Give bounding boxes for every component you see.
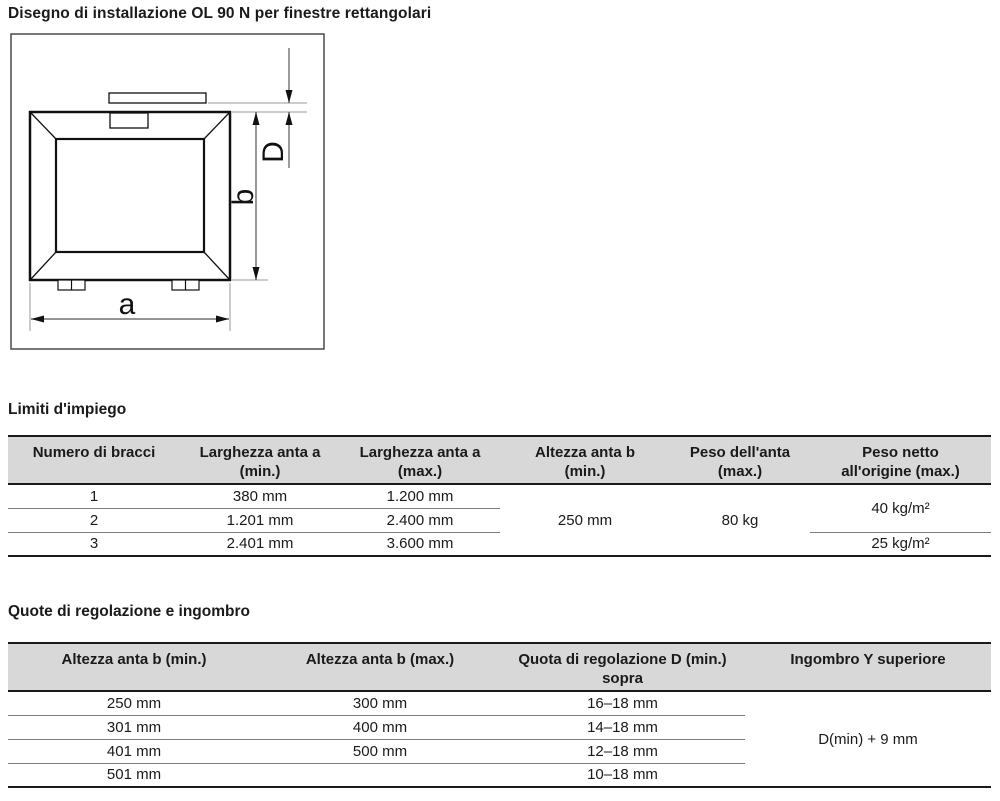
table-cell: 380 mm [180,484,340,508]
limits-row-1 [8,484,991,508]
quote-heading: Quote di regolazione e ingombro [8,603,250,620]
table-cell [260,763,500,787]
table-cell: 500 mm [260,739,500,763]
table-cell-peso-netto: 25 kg/m² [871,535,930,553]
table-cell: 14–18 mm [500,715,745,739]
table-cell-ingombro: D(min) + 9 mm [818,730,918,748]
quote-table [8,642,991,788]
table-cell: 10–18 mm [587,766,658,784]
table-cell: 300 mm [260,691,500,715]
column-header-b-max: Altezza anta b (max.) [260,643,500,691]
column-header-ingombro: Ingombro Y superiore [745,643,991,691]
column-header-peso-max: Peso dell'anta (max.) [670,436,810,484]
table-cell: 2 [8,508,180,532]
table-cell: 1.200 mm [340,484,500,508]
limits-table [8,435,991,557]
table-cell: 16–18 mm [500,691,745,715]
dimension-b-label: b [227,188,260,206]
table-cell: 12–18 mm [500,739,745,763]
dimension-a [31,288,229,323]
column-header-altezza-min: Altezza anta b (min.) [500,436,670,484]
table-cell: 250 mm [8,691,260,715]
table-cell: 2.401 mm [226,535,294,553]
dimension-b [227,112,260,280]
quote-row-1 [8,691,991,715]
table-cell: 1.201 mm [180,508,340,532]
limits-heading: Limiti d'impiego [8,401,127,418]
installation-diagram [0,0,1000,400]
table-cell: 3 [89,535,99,553]
quote-header-row [8,643,991,691]
limits-row-3 [8,532,991,556]
column-header-quota-d: Quota di regolazione D (min.) sopra [500,643,745,691]
table-cell-altezza: 250 mm [557,511,613,529]
dimension-a-label: a [118,288,136,321]
drive-unit-bar [109,93,206,103]
table-cell: 501 mm [106,766,162,784]
column-header-peso-netto: Peso netto all'origine (max.) [810,436,991,484]
top-rail-notch [110,113,148,128]
column-header-larghezza-min: Larghezza anta a (min.) [180,436,340,484]
table-cell: 401 mm [8,739,260,763]
table-cell: 1 [8,484,180,508]
limits-header-row [8,436,991,484]
column-header-b-min: Altezza anta b (min.) [8,643,260,691]
dimension-d [257,48,293,168]
table-cell: 2.400 mm [340,508,500,532]
page-title: Disegno di installazione OL 90 N per finestre rettangolari [8,5,432,22]
window-frame [30,112,230,280]
table-cell: 301 mm [8,715,260,739]
table-cell-peso: 80 kg [721,511,759,529]
table-cell-peso-netto: 40 kg/m² [810,484,991,532]
table-cell: 3.600 mm [386,535,454,553]
column-header-bracci: Numero di bracci [8,436,180,484]
column-header-larghezza-max: Larghezza anta a (max.) [340,436,500,484]
table-cell: 400 mm [260,715,500,739]
dimension-d-label: D [257,141,290,163]
